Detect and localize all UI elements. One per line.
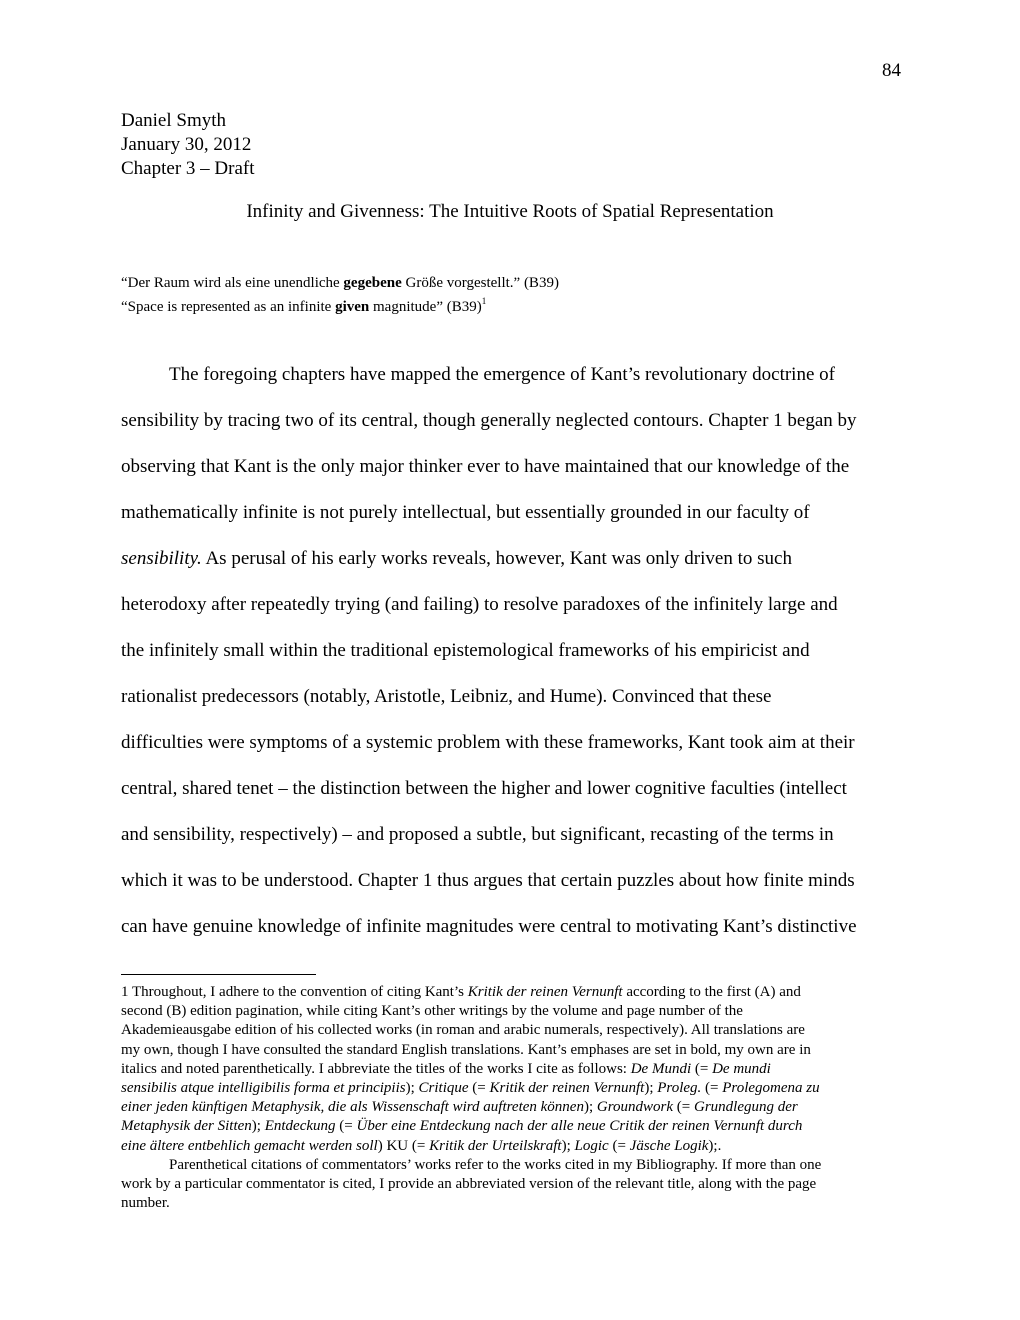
footnote-line: 1 Throughout, I adhere to the convention of citing Kant’s Kritik der reinen Vernunft according to the first (A) and [121, 984, 801, 1000]
cited-title: Jäsche Logik [629, 1137, 709, 1154]
cited-title: Grundlegung der [693, 1099, 798, 1116]
epigraph-german-emphasis: gegebene [343, 275, 402, 291]
cited-title: einer jeden künftigen Metaphysik, die als Wissenschaft wird auftreten können [121, 1099, 584, 1116]
cited-title: Entdeckung [264, 1118, 336, 1135]
body-line: and sensibility, respectively) – and proposed a subtle, but significant, recasting of the terms in [121, 824, 834, 845]
footnote-separator [121, 974, 316, 975]
footnote-line: number. [121, 1195, 170, 1212]
chapter-title: Infinity and Givenness: The Intuitive Roots of Spatial Representation [246, 201, 774, 222]
body-line: sensibility by tracing two of its central, though generally neglected contours. Chapter 1 began by [121, 410, 857, 431]
body-line: observing that Kant is the only major thinker ever to have maintained that our knowledge of the [121, 456, 850, 477]
cited-title: Metaphysik der Sitten [121, 1118, 252, 1135]
footnote-reference: 1 [481, 296, 487, 306]
cited-title: eine ältere entbehlich gemacht werden soll [121, 1137, 378, 1154]
body-line: which it was to be understood. Chapter 1 thus argues that certain puzzles about how finite minds [121, 870, 855, 891]
body-line: can have genuine knowledge of infinite magnitudes were central to motivating Kant’s distinctive [121, 916, 857, 937]
footnote-line: Metaphysik der Sitten); Entdeckung (= Über eine Entdeckung nach der alle neue Critik der reinen Vernunft durch [121, 1118, 803, 1135]
cited-title: Kritik der Urteilskraft [429, 1137, 562, 1154]
footnote-line: my own, though I have consulted the standard English translations. Kant’s emphases are set in bold, my own are in [121, 1041, 811, 1058]
footnote-line: Parenthetical citations of commentators’ works refer to the works cited in my Bibliography. If more than one [169, 1156, 822, 1173]
cited-title: De Mundi [630, 1060, 692, 1077]
cited-title: Logic [574, 1137, 609, 1154]
chapter-label: Chapter 3 – Draft [121, 158, 255, 179]
body-line: heterodoxy after repeatedly trying (and failing) to resolve paradoxes of the infinitely large and [121, 594, 838, 615]
body-line: central, shared tenet – the distinction between the higher and lower cognitive faculties (intellect [121, 778, 847, 799]
cited-title: Groundwork [596, 1099, 674, 1116]
epigraph-english: “Space is represented as an infinite given magnitude” $(B39)^1$ [121, 296, 487, 315]
document-header [121, 109, 254, 181]
body-line: The foregoing chapters have mapped the emergence of Kant’s revolutionary doctrine of [169, 364, 835, 385]
cited-title: De mundi [712, 1060, 771, 1077]
cited-title: Über eine Entdeckung nach der alle neue Critik der reinen Vernunft durch [356, 1118, 803, 1135]
document-date: January 30, 2012 [121, 134, 252, 155]
body-line: difficulties were symptoms of a systemic problem with these frameworks, Kant took aim at their [121, 732, 855, 753]
body-paragraph [121, 362, 901, 960]
cited-title: Kritik der reinen Vernunft [489, 1080, 645, 1097]
emphasized-term: sensibility. [121, 548, 202, 569]
page-number: 84 [882, 60, 901, 81]
epigraph [121, 271, 559, 319]
footnote-line: einer jeden künftigen Metaphysik, die als Wissenschaft wird auftreten können); Groundwork (= Grundlegung der [121, 1099, 798, 1116]
author-name: Daniel Smyth [121, 110, 227, 131]
epigraph-german: “Der Raum wird als eine unendliche gegebene Größe vorgestellt.” (B39) [121, 275, 559, 291]
footnote-line: italics and noted parenthetically. I abbreviate the titles of the works I cite as follows: De Mundi (= De mundi [121, 1060, 771, 1077]
cited-title: Prolegomena zu [722, 1080, 820, 1097]
body-line: the infinitely small within the traditional epistemological frameworks of his empiricist and [121, 640, 810, 661]
body-line: sensibility. As perusal of his early works reveals, however, Kant was only driven to such [121, 548, 792, 569]
footnote-line: Akademieausgabe edition of his collected works (in roman and arabic numerals, respectively). All translations are [121, 1022, 805, 1039]
body-line: rationalist predecessors (notably, Aristotle, Leibniz, and Hume). Convinced that these [121, 686, 772, 707]
footnote-line: second (B) edition pagination, while citing Kant’s other writings by the volume and page number of the [121, 1003, 743, 1020]
footnote-line: work by a particular commentator is cited, I provide an abbreviated version of the relevant title, along with the page [121, 1176, 817, 1193]
footnote-line: sensibilis atque intelligibilis forma et principiis); Critique (= Kritik der reinen Vernunft); Proleg. (= Prolegomena zu [121, 1080, 820, 1097]
cited-title: Kritik der reinen Vernunft [467, 984, 623, 1000]
body-line: mathematically infinite is not purely intellectual, but essentially grounded in our faculty of [121, 502, 810, 523]
footnote-line: eine ältere entbehlich gemacht werden soll) KU (= Kritik der Urteilskraft); Logic (= Jäsche Logik);. [121, 1137, 722, 1154]
cited-title: Proleg. [657, 1080, 702, 1097]
epigraph-english-emphasis: given [335, 299, 370, 315]
cited-title: Critique [418, 1080, 469, 1097]
cited-title: sensibilis atque intelligibilis forma et principiis [121, 1080, 406, 1097]
footnote [121, 983, 901, 1213]
